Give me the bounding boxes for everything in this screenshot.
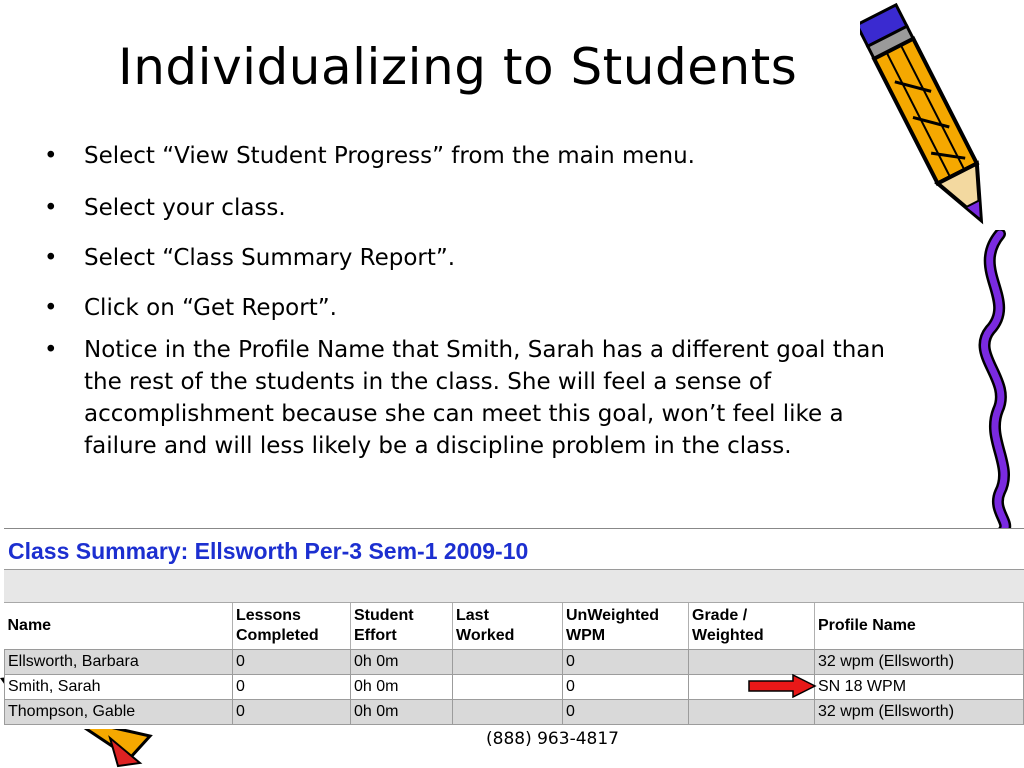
pencil-icon xyxy=(860,0,1000,245)
grade-weighted-cell xyxy=(689,650,815,675)
squiggle-line-icon xyxy=(960,230,1024,530)
unweighted-wpm-cell: 0 xyxy=(563,700,689,725)
bullet-dot: • xyxy=(44,245,58,271)
last-worked-cell xyxy=(453,700,563,725)
column-header[interactable]: Lessons Completed xyxy=(233,603,351,650)
report-toolbar-band xyxy=(4,570,1024,603)
lessons-completed-cell: 0 xyxy=(233,700,351,725)
bullet-text: Select “Class Summary Report”. xyxy=(84,245,456,271)
bullet-item xyxy=(44,292,894,324)
last-worked-cell xyxy=(453,650,563,675)
table-header-row xyxy=(5,603,1024,650)
table-row[interactable] xyxy=(5,675,1024,700)
student-name-cell[interactable]: Smith, Sarah xyxy=(5,675,233,700)
report-title: Class Summary: Ellsworth Per-3 Sem-1 2009-10 xyxy=(4,529,1024,570)
footer-phone: (888) 963-4817 xyxy=(486,729,619,749)
student-name-cell[interactable]: Thompson, Gable xyxy=(5,700,233,725)
student-effort-cell: 0h 0m xyxy=(351,650,453,675)
column-header[interactable]: Student Effort xyxy=(351,603,453,650)
bullet-list xyxy=(44,140,894,462)
table-row[interactable] xyxy=(5,650,1024,675)
unweighted-wpm-cell: 0 xyxy=(563,675,689,700)
grade-weighted-cell xyxy=(689,700,815,725)
bullet-text: Select your class. xyxy=(84,195,286,221)
column-header[interactable]: Last Worked xyxy=(453,603,563,650)
profile-name-cell: 32 wpm (Ellsworth) xyxy=(815,650,1024,675)
student-name-cell[interactable]: Ellsworth, Barbara xyxy=(5,650,233,675)
bullet-dot: • xyxy=(44,195,58,221)
bullet-dot: • xyxy=(44,337,58,363)
last-worked-cell xyxy=(453,675,563,700)
bullet-text: Click on “Get Report”. xyxy=(84,295,337,321)
unweighted-wpm-cell: 0 xyxy=(563,650,689,675)
profile-name-cell: 32 wpm (Ellsworth) xyxy=(815,700,1024,725)
class-summary-report xyxy=(4,528,1024,729)
lessons-completed-cell: 0 xyxy=(233,650,351,675)
bullet-item xyxy=(44,334,894,462)
column-header[interactable]: Grade / Weighted xyxy=(689,603,815,650)
lessons-completed-cell: 0 xyxy=(233,675,351,700)
column-header[interactable]: Profile Name xyxy=(815,603,1024,650)
bullet-dot: • xyxy=(44,295,58,321)
student-effort-cell: 0h 0m xyxy=(351,700,453,725)
class-summary-table xyxy=(4,603,1024,725)
bullet-item xyxy=(44,140,894,172)
bullet-item xyxy=(44,242,894,274)
slide-title: Individualizing to Students xyxy=(118,38,798,96)
profile-name-cell: SN 18 WPM xyxy=(815,675,1024,700)
red-arrow-icon xyxy=(747,674,817,698)
bullet-text: Select “View Student Progress” from the main menu. xyxy=(84,143,695,169)
student-effort-cell: 0h 0m xyxy=(351,675,453,700)
bullet-text: Notice in the Profile Name that Smith, Sarah has a different goal than the rest of the students in the class. She will feel a sense of accomplishment because she can meet this goal, won’t feel like a failure and will less likely be a discipline problem in the class. xyxy=(84,337,885,459)
table-row[interactable] xyxy=(5,700,1024,725)
column-header[interactable]: Name xyxy=(5,603,233,650)
bullet-dot: • xyxy=(44,143,58,169)
bullet-item xyxy=(44,192,894,224)
column-header[interactable]: UnWeighted WPM xyxy=(563,603,689,650)
